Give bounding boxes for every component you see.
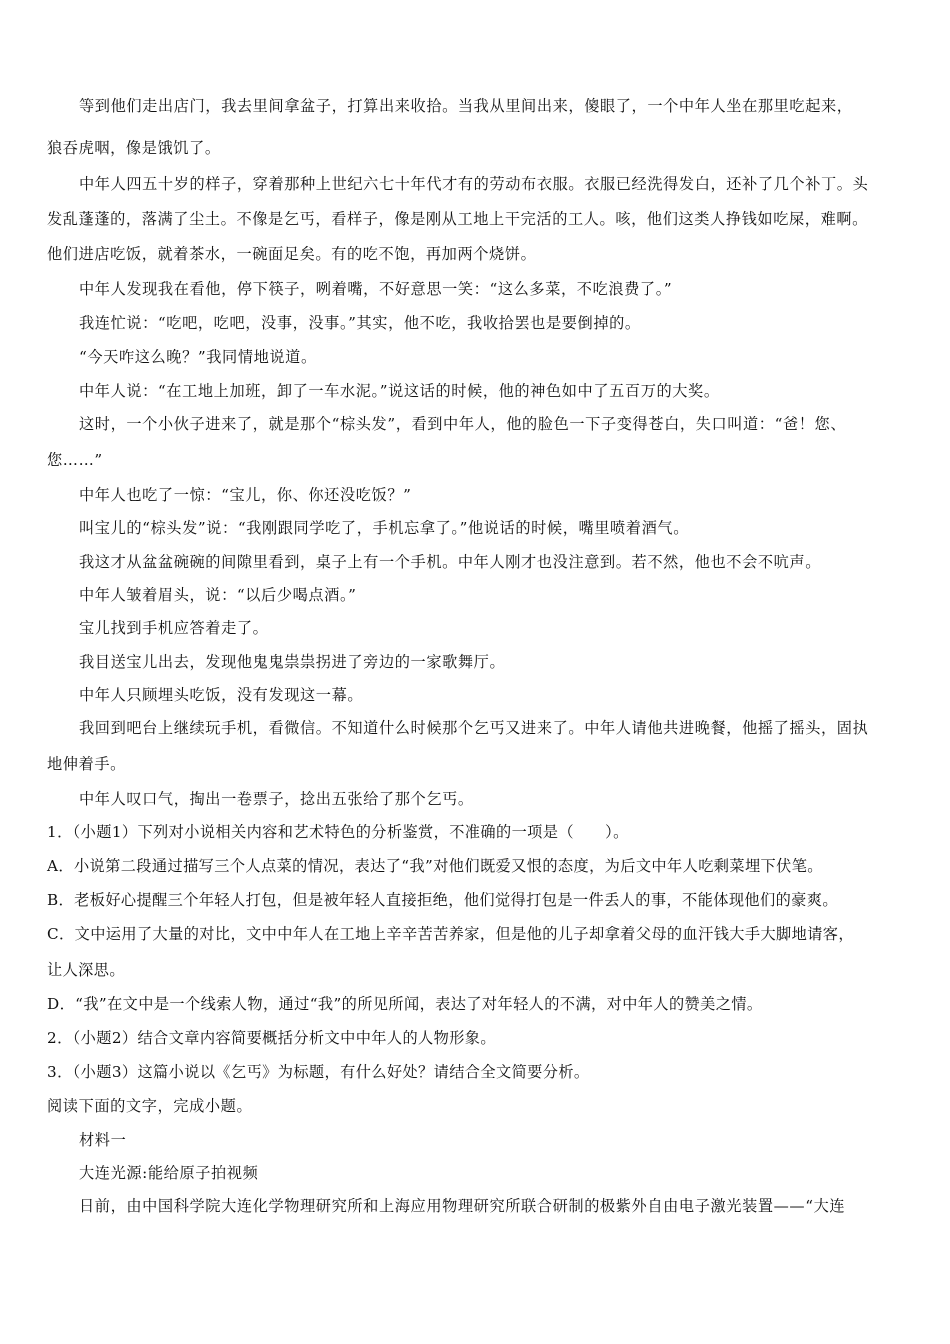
paragraph-line: 中年人四五十岁的样子，穿着那种上世纪六七十年代才有的劳动布衣服。衣服已经洗得发白，还补了几个补丁。头 bbox=[79, 175, 869, 193]
paragraph-line: 地伸着手。 bbox=[47, 755, 126, 773]
question-2: 2．（小题2）结合文章内容简要概括分析文中中年人的人物形象。 bbox=[47, 1029, 496, 1047]
paragraph-line: 中年人发现我在看他，停下筷子，咧着嘴，不好意思一笑：“这么多菜，不吃浪费了。” bbox=[79, 280, 673, 298]
paragraph-line: 中年人也吃了一惊：“宝儿，你、你还没吃饭？” bbox=[79, 486, 412, 504]
question-1: 1．（小题1）下列对小说相关内容和艺术特色的分析鉴赏，不准确的一项是（ ）。 bbox=[47, 823, 629, 841]
paragraph-line: 狼吞虎咽，像是饿饥了。 bbox=[47, 139, 221, 157]
paragraph-line: “今天咋这么晚？”我同情地说道。 bbox=[79, 348, 317, 366]
material-title: 大连光源:能给原子拍视频 bbox=[79, 1164, 259, 1182]
option-d: D．“我”在文中是一个线索人物，通过“我”的所见所闻，表达了对年轻人的不满，对中年人的赞美之情。 bbox=[47, 995, 763, 1013]
option-c-continued: 让人深思。 bbox=[47, 961, 125, 979]
paragraph-line: 这时，一个小伙子进来了，就是那个“棕头发”，看到中年人，他的脸色一下子变得苍白，失口叫道：“爸！您、 bbox=[79, 415, 847, 433]
option-b: B．老板好心提醒三个年轻人打包，但是被年轻人直接拒绝，他们觉得打包是一件丢人的事，不能体现他们的豪爽。 bbox=[47, 891, 838, 909]
paragraph-line: 我这才从盆盆碗碗的间隙里看到，桌子上有一个手机。中年人刚才也没注意到。若不然，他也不会不吭声。 bbox=[79, 553, 822, 571]
material-heading: 材料一 bbox=[79, 1131, 127, 1149]
option-c: C．文中运用了大量的对比，文中中年人在工地上辛辛苦苦养家，但是他的儿子却拿着父母的血汗钱大手大脚地请客， bbox=[47, 925, 854, 943]
paragraph-line: 我回到吧台上继续玩手机，看微信。不知道什么时候那个乞丐又进来了。中年人请他共进晚餐，他摇了摇头，固执 bbox=[79, 719, 869, 737]
paragraph-line: 中年人说：“在工地上加班，卸了一车水泥。”说这话的时候，他的神色如中了五百万的大奖。 bbox=[79, 382, 720, 400]
paragraph-line: 他们进店吃饭，就着茶水，一碗面足矣。有的吃不饱，再加两个烧饼。 bbox=[47, 245, 537, 263]
paragraph-line: 我目送宝儿出去，发现他鬼鬼祟祟拐进了旁边的一家歌舞厅。 bbox=[79, 653, 506, 671]
paragraph-line: 中年人皱着眉头，说：“以后少喝点酒。” bbox=[79, 586, 357, 604]
reading-instruction: 阅读下面的文字，完成小题。 bbox=[47, 1097, 253, 1115]
paragraph-line: 发乱蓬蓬的，落满了尘土。不像是乞丐，看样子，像是刚从工地上干完活的工人。咳，他们这类人挣钱如吃屎，难啊。 bbox=[47, 210, 868, 228]
paragraph-line: 宝儿找到手机应答着走了。 bbox=[79, 619, 269, 637]
paragraph-line: 等到他们走出店门，我去里间拿盆子，打算出来收拾。当我从里间出来，傻眼了，一个中年人坐在那里吃起来， bbox=[79, 97, 853, 115]
paragraph-line: 日前，由中国科学院大连化学物理研究所和上海应用物理研究所联合研制的极紫外自由电子激光装置——“大连 bbox=[79, 1197, 846, 1215]
option-a: A．小说第二段通过描写三个人点菜的情况，表达了“我”对他们既爱又恨的态度，为后文中年人吃剩菜埋下伏笔。 bbox=[47, 857, 823, 875]
paragraph-line: 中年人叹口气，掏出一卷票子，捻出五张给了那个乞丐。 bbox=[79, 790, 474, 808]
paragraph-line: 叫宝儿的“棕头发”说：“我刚跟同学吃了，手机忘拿了。”他说话的时候，嘴里喷着酒气。 bbox=[79, 519, 689, 537]
paragraph-line: 我连忙说：“吃吧，吃吧，没事，没事。”其实，他不吃，我收拾罢也是要倒掉的。 bbox=[79, 314, 641, 332]
paragraph-line: 您……” bbox=[47, 451, 103, 469]
question-3: 3．（小题3）这篇小说以《乞丐》为标题，有什么好处？请结合全文简要分析。 bbox=[47, 1063, 590, 1081]
paragraph-line: 中年人只顾埋头吃饭，没有发现这一幕。 bbox=[79, 686, 364, 704]
